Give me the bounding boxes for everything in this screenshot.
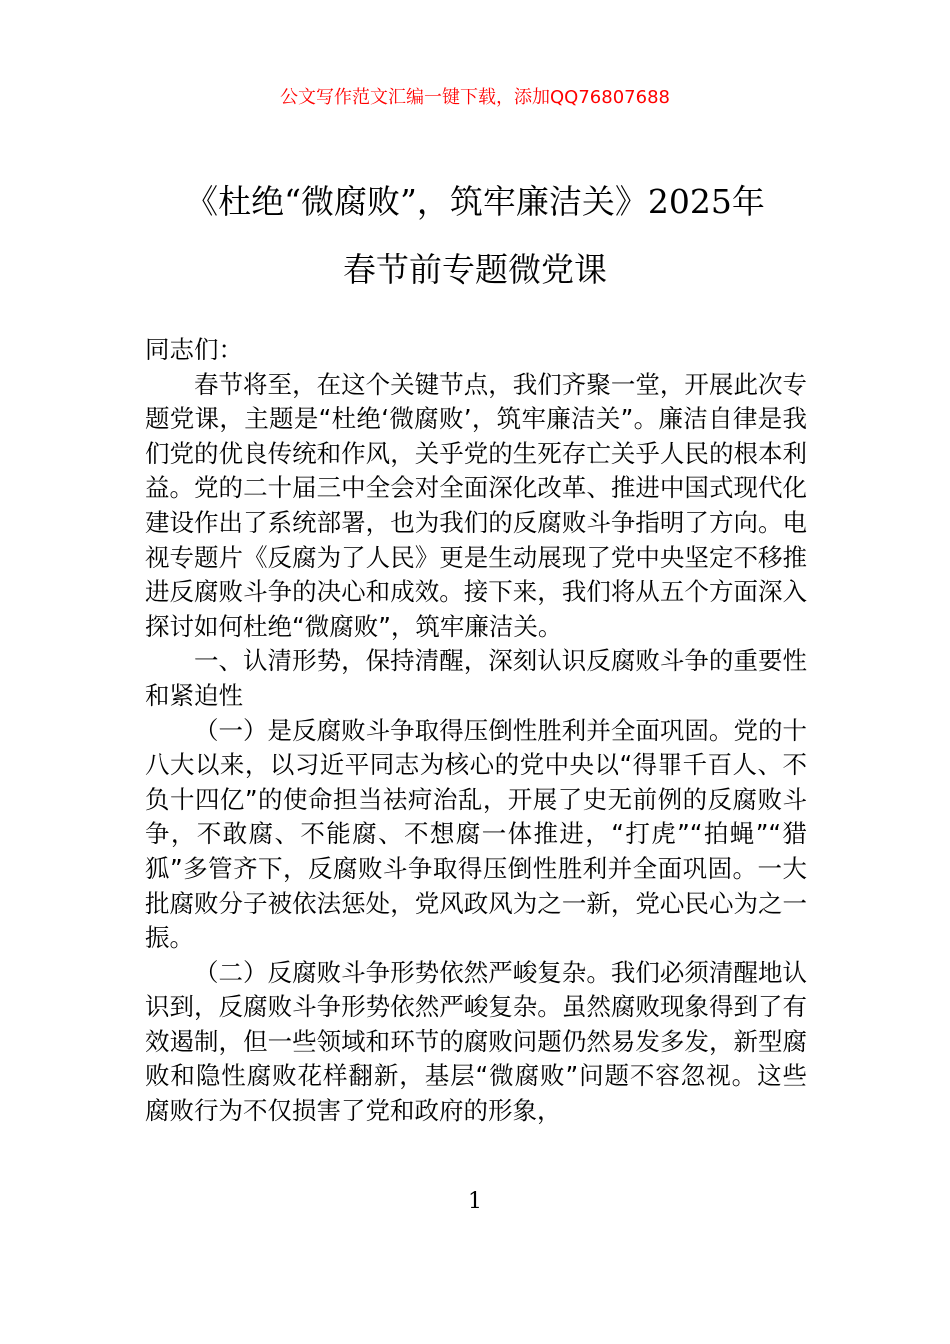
section-heading-1: 一、认清形势，保持清醒，深刻认识反腐败斗争的重要性和紧迫性 (145, 646, 807, 710)
paragraph-intro: 春节将至，在这个关键节点，我们齐聚一堂，开展此次专题党课，主题是“杜绝‘微腐败’，筑牢廉洁关”。廉洁自律是我们党的优良传统和作风，关乎党的生死存亡关乎人民的根本利益。党的二十届三中全会对全面深化改革、推进中国式现代化建设作出了系统部署，也为我们的反腐败斗争指明了方向。电视专题片《反腐为了人民》更是生动展现了党中央坚定不移推进反腐败斗争的决心和成效。接下来，我们将从五个方面深入探讨如何杜绝“微腐败”，筑牢廉洁关。 (145, 369, 807, 641)
download-promo-note: 公文写作范文汇编一键下载，添加QQ76807688 (280, 87, 670, 108)
salutation: 同志们： (145, 335, 243, 364)
paragraph-point-2: （二）反腐败斗争形势依然严峻复杂。我们必须清醒地认识到，反腐败斗争形势依然严峻复杂。虽然腐败现象得到了有效遏制，但一些领域和环节的腐败问题仍然易发多发，新型腐败和隐性腐败花样翻新，基层“微腐败”问题不容忽视。这些腐败行为不仅损害了党和政府的形象， (145, 957, 807, 1126)
document-title (100, 168, 850, 304)
title-line-2: 春节前专题微党课 (343, 250, 607, 289)
page-number: 1 (468, 1189, 482, 1214)
document-body (145, 333, 807, 1129)
title-line-1: 《杜绝“微腐败”，筑牢廉洁关》2025年 (185, 182, 765, 221)
paragraph-point-1: （一）是反腐败斗争取得压倒性胜利并全面巩固。党的十八大以来，以习近平同志为核心的党中央以“得罪千百人、不负十四亿”的使命担当祛疴治乱，开展了史无前例的反腐败斗争，不敢腐、不能腐、不想腐一体推进，“打虎”“拍蝇”“猎狐”多管齐下，反腐败斗争取得压倒性胜利并全面巩固。一大批腐败分子被依法惩处，党风政风为之一新，党心民心为之一振。 (145, 715, 807, 953)
